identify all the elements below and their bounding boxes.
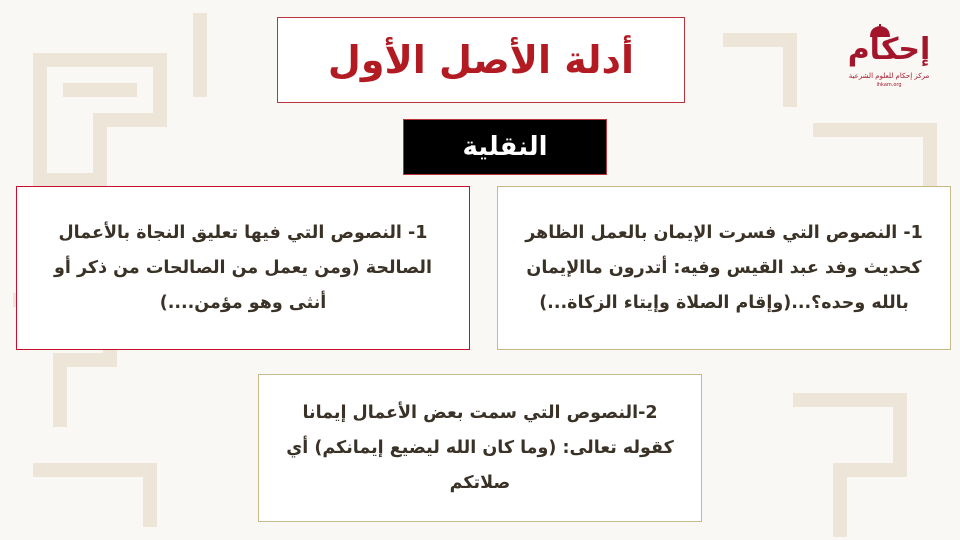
slide-title: أدلة الأصل الأول [327,38,635,82]
card-right-text: 1- النصوص التي فسرت الإيمان بالعمل الظاهر كحديث وفد عبد القيس وفيه: أتدرون ماالإيمان بالله وحده؟...(وإقام الصلاة وإيتاء الزكاة...) [525,222,923,313]
subtitle: النقلية [462,132,548,162]
card-bottom-text: 2-النصوص التي سمت بعض الأعمال إيمانا كقوله تعالى: (وما كان الله ليضيع إيمانكم) أي صلاتكم [286,402,674,493]
subtitle-box [403,119,607,175]
ihkam-logo [846,24,932,94]
slide-title-box [277,17,685,103]
card-left [16,186,470,350]
card-left-text: 1- النصوص التي فيها تعليق النجاة بالأعمال الصالحة (ومن يعمل من الصالحات من ذكر أو أنثى وهو مؤمن....) [54,222,432,313]
card-right [497,186,951,350]
logo-name: إحكام [847,32,931,67]
logo-subline: ihkam.org [876,82,902,88]
logo-tagline: مركز إحكام للعلوم الشرعية [848,72,930,80]
card-bottom [258,374,702,522]
